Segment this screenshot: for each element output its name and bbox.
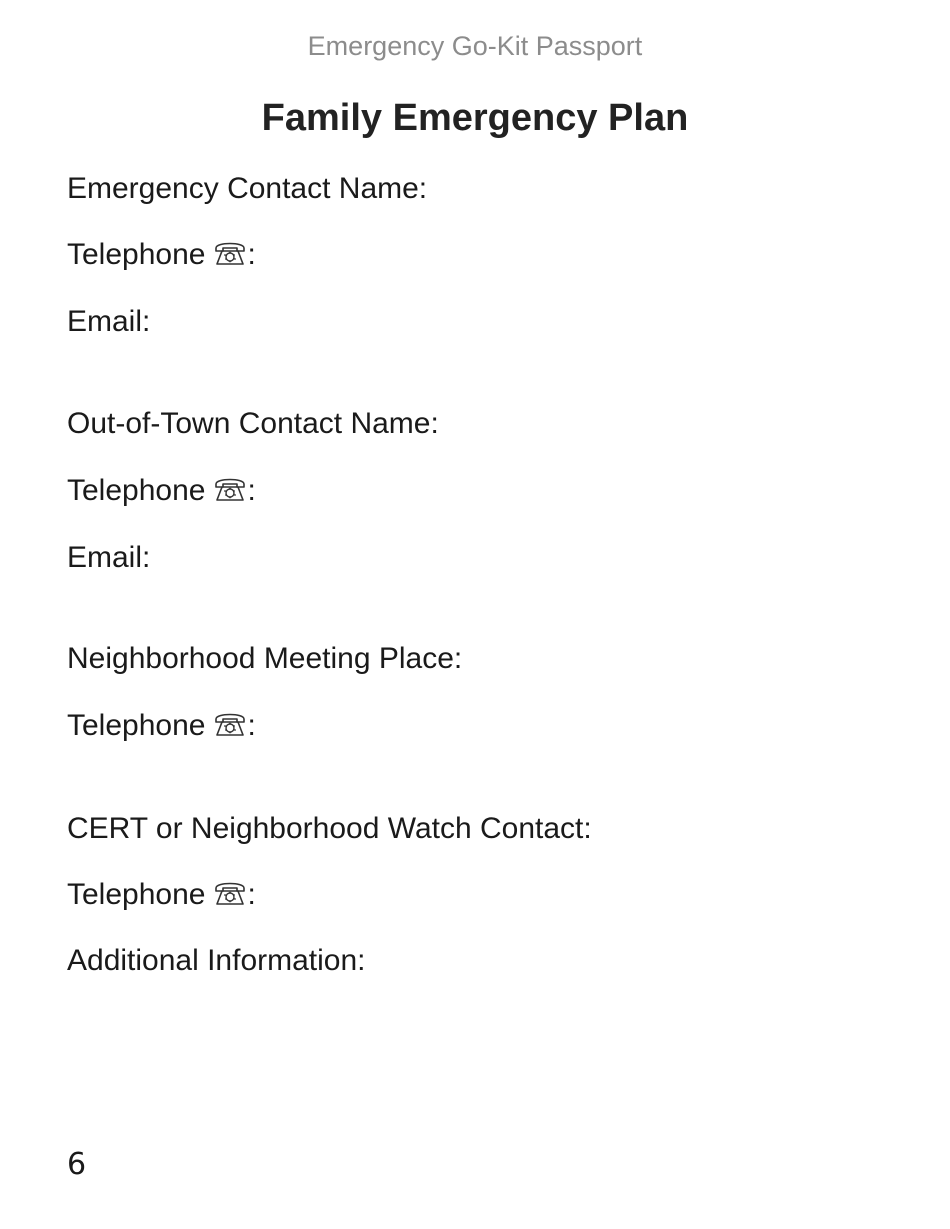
telephone-icon bbox=[213, 239, 247, 267]
out-of-town-telephone-label bbox=[67, 473, 256, 509]
out-of-town-contact-name-label: Out-of-Town Contact Name: bbox=[67, 407, 439, 440]
meeting-place-telephone-label bbox=[67, 708, 256, 744]
running-header: Emergency Go-Kit Passport bbox=[307, 31, 643, 61]
telephone-label-text: Telephone bbox=[67, 238, 206, 271]
telephone-label-text: Telephone bbox=[67, 474, 206, 507]
neighborhood-meeting-place-label: Neighborhood Meeting Place: bbox=[67, 642, 463, 675]
cert-contact-label: CERT or Neighborhood Watch Contact: bbox=[67, 812, 592, 845]
emergency-contact-email-label: Email: bbox=[67, 305, 151, 338]
page-number: 6 bbox=[67, 1147, 87, 1182]
telephone-icon bbox=[213, 879, 247, 907]
out-of-town-email-label: Email: bbox=[67, 541, 151, 574]
emergency-contact-name-label: Emergency Contact Name: bbox=[67, 172, 428, 205]
telephone-icon bbox=[213, 710, 247, 738]
telephone-colon: : bbox=[247, 709, 256, 742]
telephone-colon: : bbox=[247, 238, 256, 271]
telephone-colon: : bbox=[247, 878, 256, 911]
telephone-colon: : bbox=[247, 474, 256, 507]
telephone-label-text: Telephone bbox=[67, 709, 206, 742]
telephone-icon bbox=[213, 475, 247, 503]
cert-telephone-label bbox=[67, 877, 256, 913]
emergency-contact-telephone-label bbox=[67, 237, 256, 273]
page-title: Family Emergency Plan bbox=[261, 97, 689, 139]
telephone-label-text: Telephone bbox=[67, 878, 206, 911]
additional-information-label: Additional Information: bbox=[67, 944, 366, 977]
